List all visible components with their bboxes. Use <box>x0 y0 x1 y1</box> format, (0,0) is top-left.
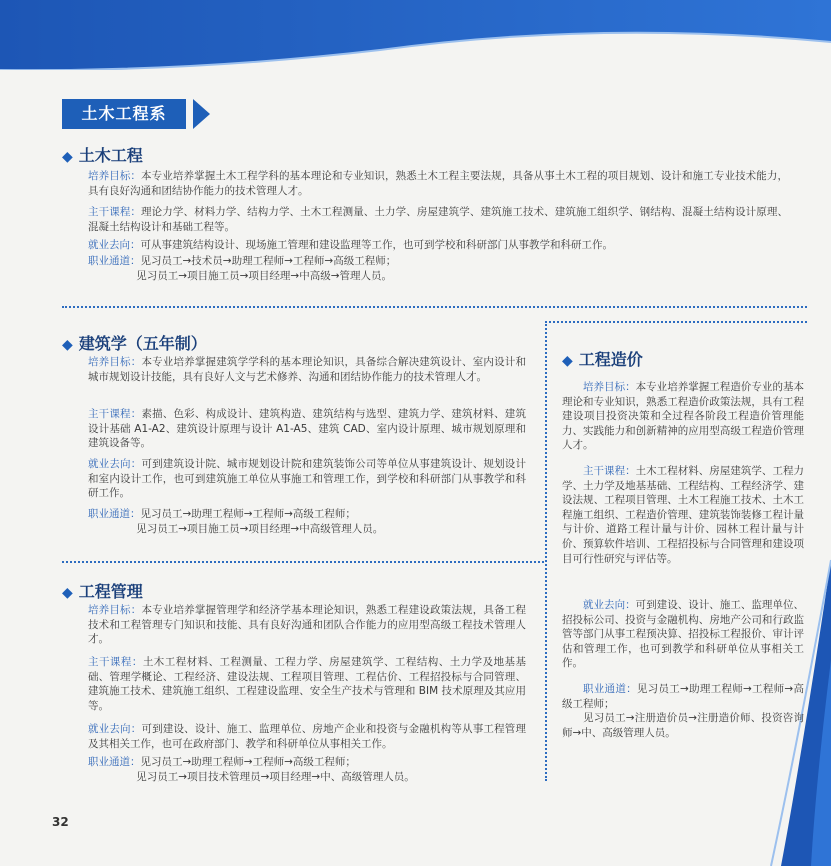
arch-path-label: 职业通道： <box>88 508 141 520</box>
mgmt-courses <box>88 655 526 713</box>
arch-heading <box>62 331 207 354</box>
civil-career-text: 可从事建筑结构设计、现场施工管理和建设监理等工作，也可到学校和科研部门从事教学和科研工作。 <box>140 239 613 251</box>
mgmt-goal <box>88 603 526 647</box>
mgmt-career-label: 就业去向： <box>88 723 142 735</box>
civil-heading <box>62 143 143 166</box>
civil-heading-text: 土木工程 <box>78 146 143 165</box>
arch-career <box>88 457 526 501</box>
cost-career <box>562 598 804 671</box>
diamond-icon: ◆ <box>62 585 73 601</box>
cost-career-label: 就业去向： <box>583 599 636 611</box>
separator-right <box>545 321 807 323</box>
cost-career-text: 可到建设、设计、施工、监理单位、招投标公司、投资与金融机构、房地产公司和行政监管等部门从事工程预决算、招投标工程报价、审计评估和管理工作，也可到教学和科研单位从事相关工作。 <box>562 599 804 670</box>
civil-path-1: 见习员工→技术员→助理工程师→工程师→高级工程师； <box>140 255 397 267</box>
civil-path-2: 见习员工→项目施工员→项目经理→中高级→管理人员。 <box>136 269 392 282</box>
mgmt-career-text: 可到建设、设计、施工、监理单位、房地产企业和投资与金融机构等从事工程管理及其相关工作，也可在政府部门、教学和科研单位从事相关工作。 <box>88 723 526 750</box>
civil-courses <box>88 205 788 234</box>
arch-career-label: 就业去向： <box>88 458 142 470</box>
civil-path <box>88 254 788 283</box>
arch-courses-label: 主干课程： <box>88 408 142 420</box>
mgmt-courses-label: 主干课程： <box>88 656 143 668</box>
arch-goal-text: 本专业培养掌握建筑学学科的基本理论知识，具备综合解决建筑设计、室内设计和城市规划设计技能，具有良好人文与艺术修养、沟通和团结协作能力的技术管理人才。 <box>88 356 526 383</box>
civil-goal-text: 本专业培养掌握土木工程学科的基本理论和专业知识，熟悉土木工程主要法规，具备从事土木工程的项目规划、设计和施工专业技术能力，具有良好沟通和团结协作能力的技术管理人才。 <box>88 170 789 197</box>
separator-vertical <box>545 321 547 781</box>
arch-heading-text: 建筑学（五年制） <box>78 334 207 353</box>
civil-path-label: 职业通道： <box>88 255 141 267</box>
cost-path-1: 见习员工→助理工程师→工程师→高级工程师； <box>562 683 804 710</box>
mgmt-courses-text: 土木工程材料、工程测量、工程力学、房屋建筑学、工程结构、土力学及地基基础、管理学概论、工程经济、建设法规、工程项目管理、工程估价、工程招投标与合同管理、建筑施工技术、建筑施工组织、工程建设监理、安全生产技术与管理和 BIM 技术原理及其应用等。 <box>88 656 527 712</box>
cost-courses <box>562 464 804 566</box>
cost-heading-text: 工程造价 <box>578 350 643 369</box>
arch-path <box>88 507 526 536</box>
civil-courses-text: 理论力学、材料力学、结构力学、土木工程测量、土力学、房屋建筑学、建筑施工技术、建筑施工组织学、钢结构、混凝土结构设计原理、混凝土结构设计和基础工程等。 <box>88 206 789 233</box>
cost-path-2: 见习员工→注册造价员→注册造价师、投资咨询师→中、高级管理人员。 <box>562 712 804 739</box>
arch-goal-label: 培养目标： <box>88 356 142 368</box>
arch-goal <box>88 355 526 384</box>
mgmt-goal-label: 培养目标： <box>88 604 142 616</box>
cost-courses-text: 土木工程材料、房屋建筑学、工程力学、土力学及地基基础、工程结构、工程经济学、建设法规、工程项目管理、土木工程施工技术、土木工程施工组织、工程造价管理、建筑装饰装修工程计量与计价、道路工程计量与计价、园林工程计量与计价、预算软件培训、工程招投标与合同管理和建设项目可行性研究与评估等。 <box>562 465 804 565</box>
cost-goal <box>562 380 804 453</box>
mgmt-career <box>88 722 526 751</box>
civil-goal <box>88 169 788 198</box>
cost-heading <box>562 347 643 370</box>
mgmt-path-2: 见习员工→项目技术管理员→项目经理→中、高级管理人员。 <box>136 770 415 783</box>
cost-goal-label: 培养目标： <box>583 381 636 393</box>
civil-courses-label: 主干课程： <box>88 206 142 218</box>
mgmt-path <box>88 755 526 784</box>
tab-arrow-icon <box>193 99 210 129</box>
header-band <box>0 0 831 70</box>
arch-path-1: 见习员工→助理工程师→工程师→高级工程师； <box>140 508 356 520</box>
separator-top <box>62 306 807 308</box>
arch-path-2: 见习员工→项目施工员→项目经理→中高级管理人员。 <box>136 522 384 535</box>
mgmt-goal-text: 本专业培养掌握管理学和经济学基本理论知识，熟悉工程建设政策法规，具备工程技术和工程管理专门知识和技能、具有良好沟通和团队合作能力的应用型高级工程技术管理人才。 <box>88 604 526 646</box>
department-title: 土木工程系 <box>62 99 186 129</box>
mgmt-heading-text: 工程管理 <box>78 582 143 601</box>
mgmt-path-1: 见习员工→助理工程师→工程师→高级工程师； <box>140 756 356 768</box>
arch-career-text: 可到建筑设计院、城市规划设计院和建筑装饰公司等单位从事建筑设计、规划设计和室内设计工作，也可到建筑施工单位从事施工和管理工作，到学校和科研部门从事教学和科研工作。 <box>88 458 526 500</box>
civil-career-label: 就业去向： <box>88 239 141 251</box>
cost-path <box>562 682 804 740</box>
cost-goal-text: 本专业培养掌握工程造价专业的基本理论和专业知识，熟悉工程造价政策法规，具有工程建设项目投资决策和全过程各阶段工程造价管理能力、实践能力和创新精神的应用型高级工程造价管理人才。 <box>562 381 804 452</box>
civil-career <box>88 238 788 253</box>
mgmt-heading <box>62 579 143 602</box>
cost-path-label: 职业通道： <box>583 683 637 695</box>
civil-goal-label: 培养目标： <box>88 170 142 182</box>
arch-courses-text: 素描、色彩、构成设计、建筑构造、建筑结构与选型、建筑力学、建筑材料、建筑设计基础 A1-A2、建筑设计原理与设计 A1-A5、建筑 CAD、室内设计原理、城市规划原理和建筑设备等。 <box>88 408 526 450</box>
diamond-icon: ◆ <box>62 149 73 165</box>
separator-middle <box>62 561 544 563</box>
diamond-icon: ◆ <box>62 337 73 353</box>
page-number: 32 <box>52 815 69 829</box>
diamond-icon: ◆ <box>562 353 573 369</box>
mgmt-path-label: 职业通道： <box>88 756 141 768</box>
arch-courses <box>88 407 526 451</box>
cost-courses-label: 主干课程： <box>583 465 636 477</box>
